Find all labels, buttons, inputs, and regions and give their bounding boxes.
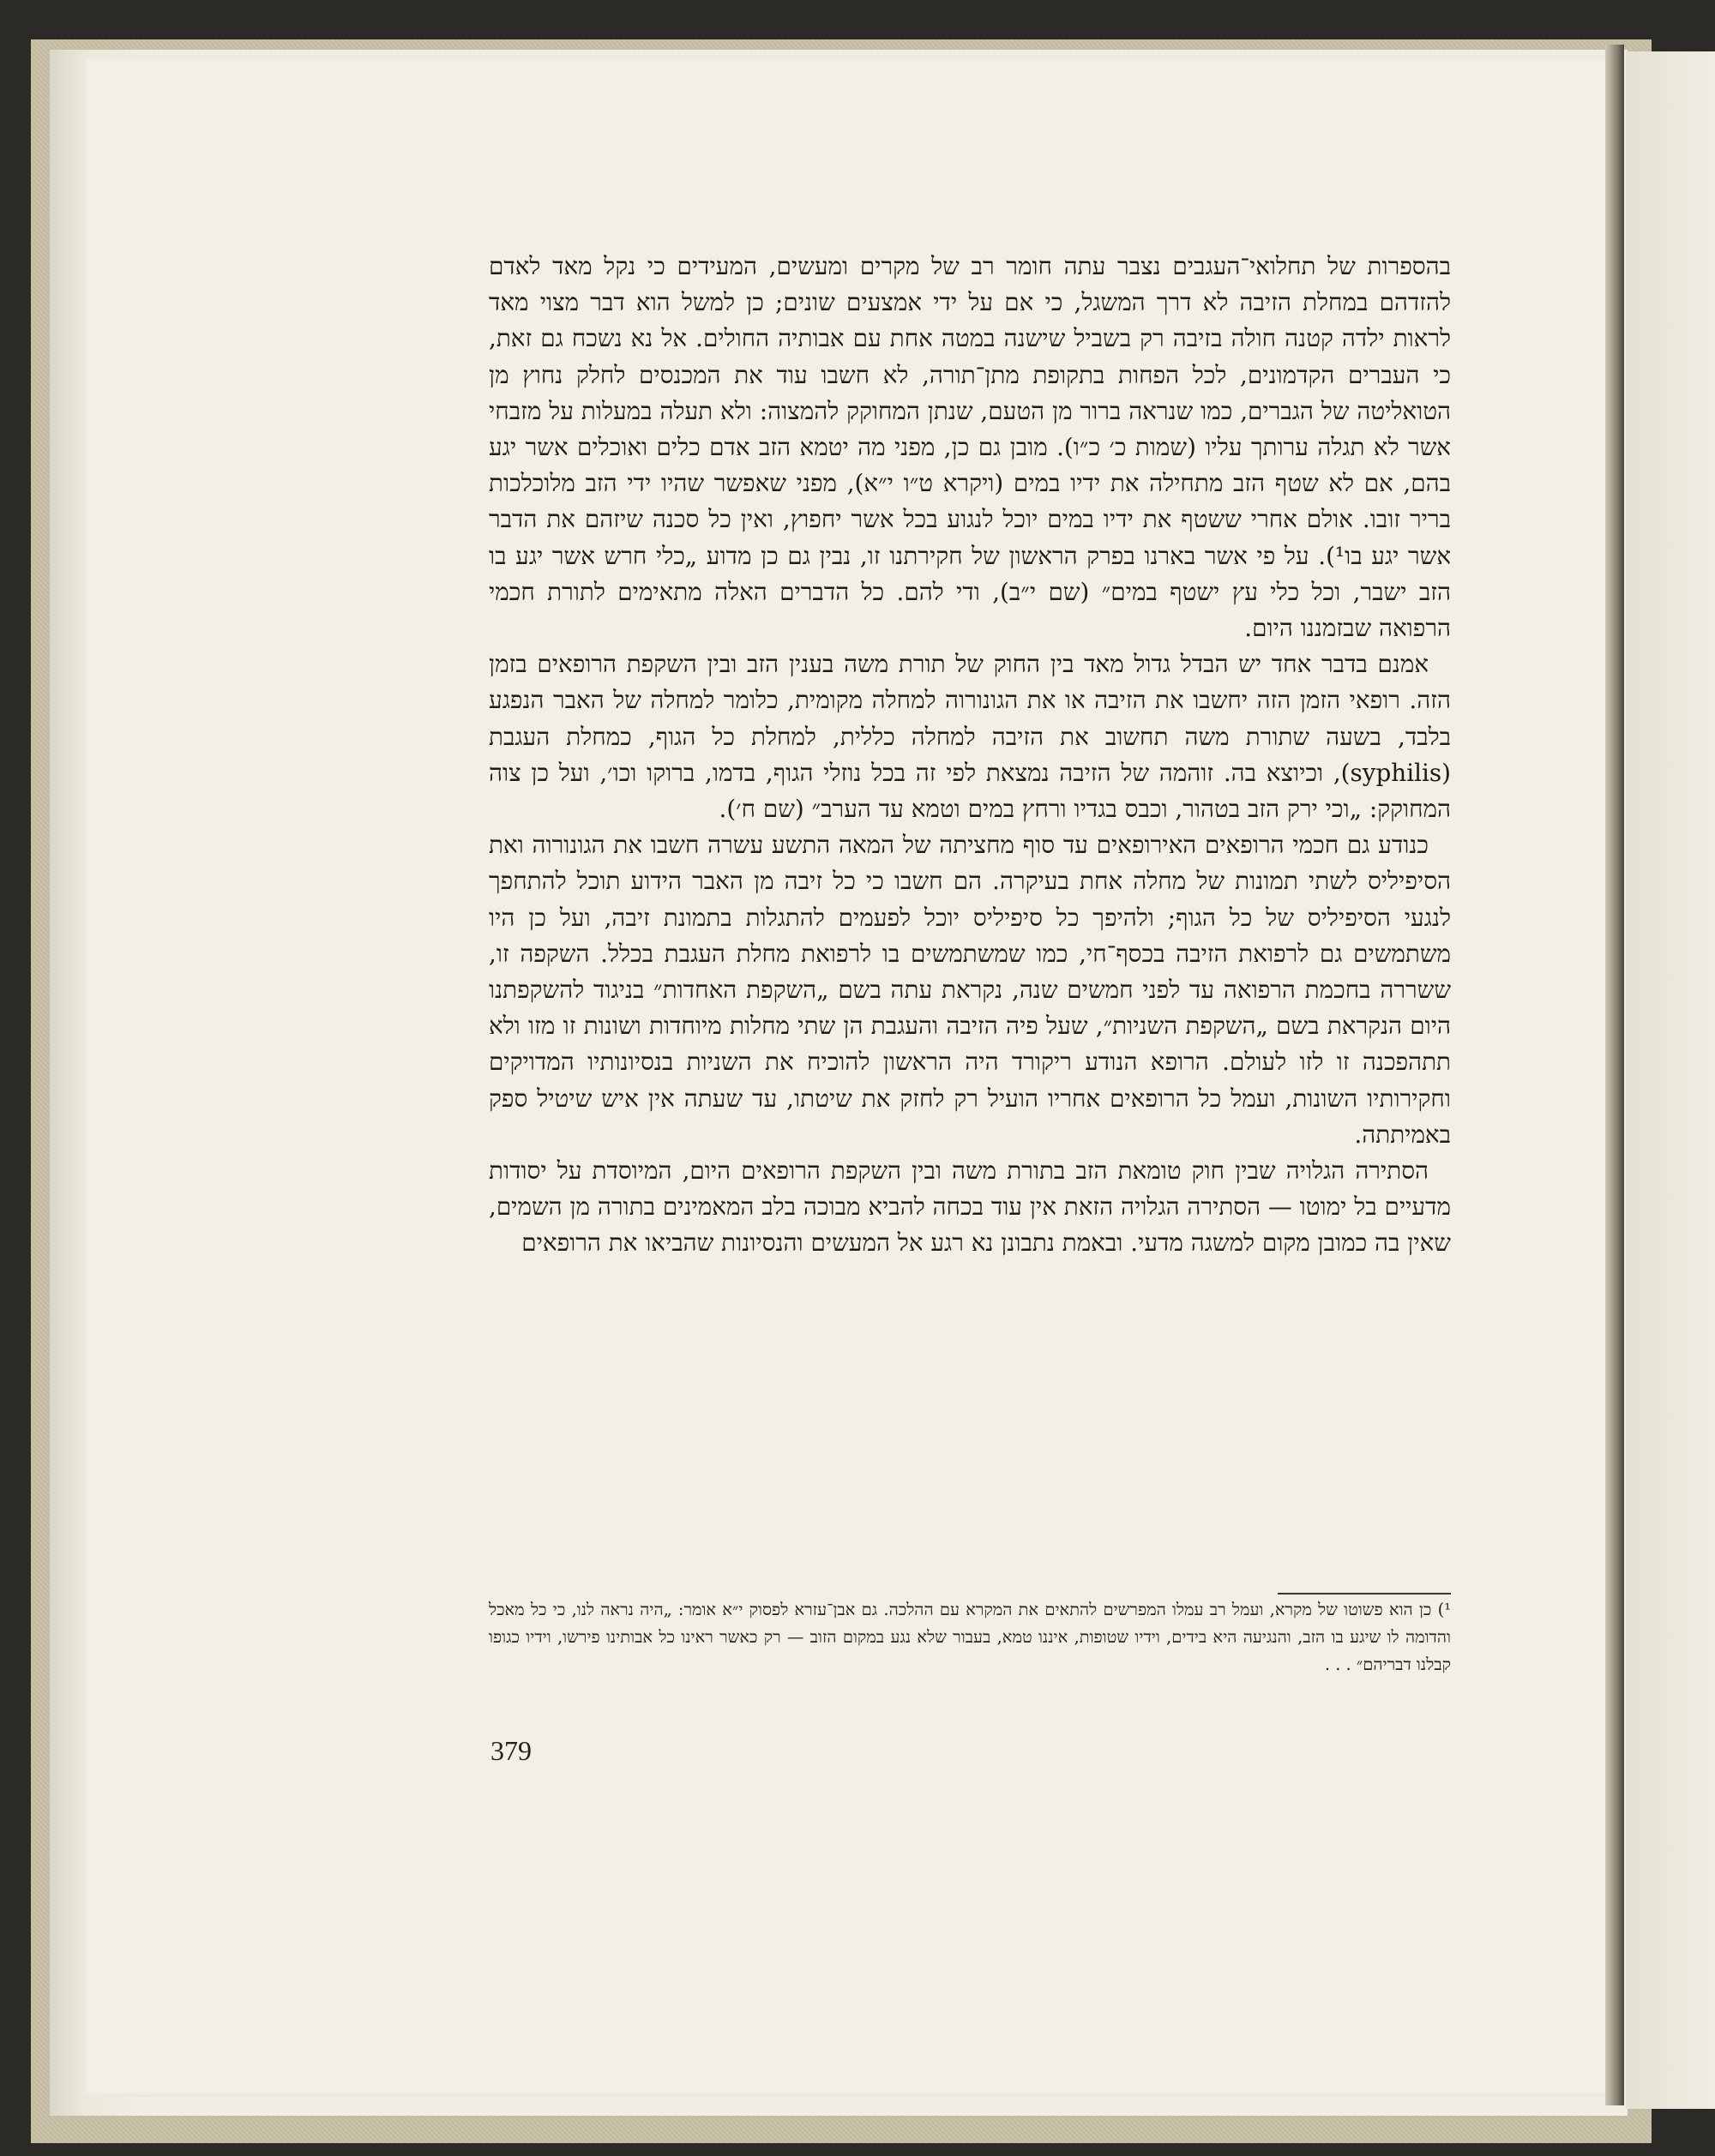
footnote: ¹) כן הוא פשוטו של מקרא, ועמל רב עמלו המפרשים להתאים את המקרא עם ההלכה. גם אבן־עזרא לפסוק י״א אומר: „היה נראה לנו, כי כל מאכל והדומה לו שיגע בו הזב, והנגיעה היא בידים, וידיו שטופות, איננו טמא, בעבור שלא נגע במקום הזוב — רק כאשר ראינו כל אבותינו פירשו, וידיו כגופו קבלנו דבריהם״ . . . xyxy=(489,1600,1451,1674)
footnote-rule xyxy=(1278,1593,1451,1594)
page-number: 379 xyxy=(490,1735,532,1766)
paragraph: בהספרות של תחלואי־העגבים נצבר עתה חומר רב של מקרים ומעשים, המעידים כי נקל מאד לאדם להזדהם במחלת הזיבה לא דרך המשגל, כי אם על ידי אמצעים שונים; כן למשל הוא דבר מצוי מאד לראות ילדה קטנה חולה בזיבה רק בשביל שישנה במטה אחת עם אבותיה החולים. אל נא נשכח גם זאת, כי העברים הקדמונים, לכל הפחות בתקופת מתן־תורה, לא חשבו עוד את המכנסים לחלק נחוץ מן הטואליטה של הגברים, כמו שנראה ברור מן הטעם, שנתן המחוקק להמצוה: ולא תעלה במעלות על מזבחי אשר לא תגלה ערותך עליו (שמות כ׳ כ״ו). מובן גם כן, מפני מה יטמא הזב אדם כלים ואוכלים אשר יגע בהם, אם לא שטף הזב מתחילה את ידיו במים (ויקרא ט״ו י״א), מפני שאפשר שהיו ידי הזב מלוכלכות בריר זובו. אולם אחרי ששטף את ידיו במים יוכל לנגוע בכל אשר יחפוץ, ואין כל סכנה שיזהם את הדבר אשר יגע בו¹). על פי אשר בארנו בפרק הראשון של חקירתנו זו, נבין גם כן מדוע „כלי חרש אשר יגע בו הזב ישבר, וכל כלי עץ ישטף במים״ (שם י״ב), ודי להם. כל הדברים האלה מתאימים לתורת חכמי הרפואה שבזמננו היום. xyxy=(489,252,1452,643)
body-text xyxy=(489,249,1451,1262)
book-gutter xyxy=(1605,45,1624,2105)
paragraph: כנודע גם חכמי הרופאים האירופאים עד סוף מחציתה של המאה התשע עשרה חשבו את הגונורוה ואת הסיפיליס לשתי תמונות של מחלה אחת בעיקרה. הם חשבו כי כל זיבה מן האבר הידוע תוכל להתחפך לנגעי הסיפיליס של כל הגוף; ולהיפך כל סיפיליס יוכל לפעמים להתגלות בתמונת זיבה, ועל כן היו משתמשים גם לרפואת הזיבה בכסף־חי, כמו שמשתמשים בו לרפואת מחלת העגבת בכלל. השקפה זו, ששררה בחכמת הרפואה עד לפני חמשים שנה, נקראת עתה בשם „השקפת האחדות״ בניגוד להשקפתנו היום הנקראת בשם „השקפת השניות״, שעל פיה הזיבה והעגבת הן שתי מחלות מיוחדות ושונות זו מזו ולא תתהפכנה זו לזו לעולם. הרופא הנודע ריקורד היה הראשון להוכיח את השניות בנסיונותיו המדויקים וחקירותיו השונות, ועמל כל הרופאים אחריו הועיל רק לחזק את שיטתו, עד שעתה אין איש שיטיל ספק באמיתתה. xyxy=(489,831,1451,1149)
paragraph: אמנם בדבר אחד יש הבדל גדול מאד בין החוק של תורת משה בענין הזב ובין השקפת הרופאים בזמן הזה. רופאי הזמן הזה יחשבו את הזיבה או את הגונורוה למחלה מקומית, כלומר למחלה של האבר הנפגע בלבד, בשעה שתורת משה תחשוב את הזיבה למחלה כללית, למחלת כל הגוף, כמחלת העגבת (syphilis), וכיוצא בה. זוהמה של הזיבה נמצאת לפי זה בכל נוזלי הגוף, בדמו, ברוקו וכו׳, ועל כן צוה המחוקק: „וכי ירק הזב בטהור, וכבס בגדיו ורחץ במים וטמא עד הערב״ (שם ח׳). xyxy=(489,650,1451,824)
facing-page-edge xyxy=(1626,51,1715,2109)
paragraph: הסתירה הגלויה שבין חוק טומאת הזב בתורת משה ובין השקפת הרופאים היום, המיוסדת על יסודות מדעיים בל ימוטו — הסתירה הגלויה הזאת אין עוד בכחה להביא מבוכה בלב המאמינים בתורה מן השמים, שאין בה כמובן מקום למשגה מדעי. ובאמת נתבונן נא רגע אל המעשים והנסיונות שהביאו את הרופאים xyxy=(489,1156,1451,1258)
